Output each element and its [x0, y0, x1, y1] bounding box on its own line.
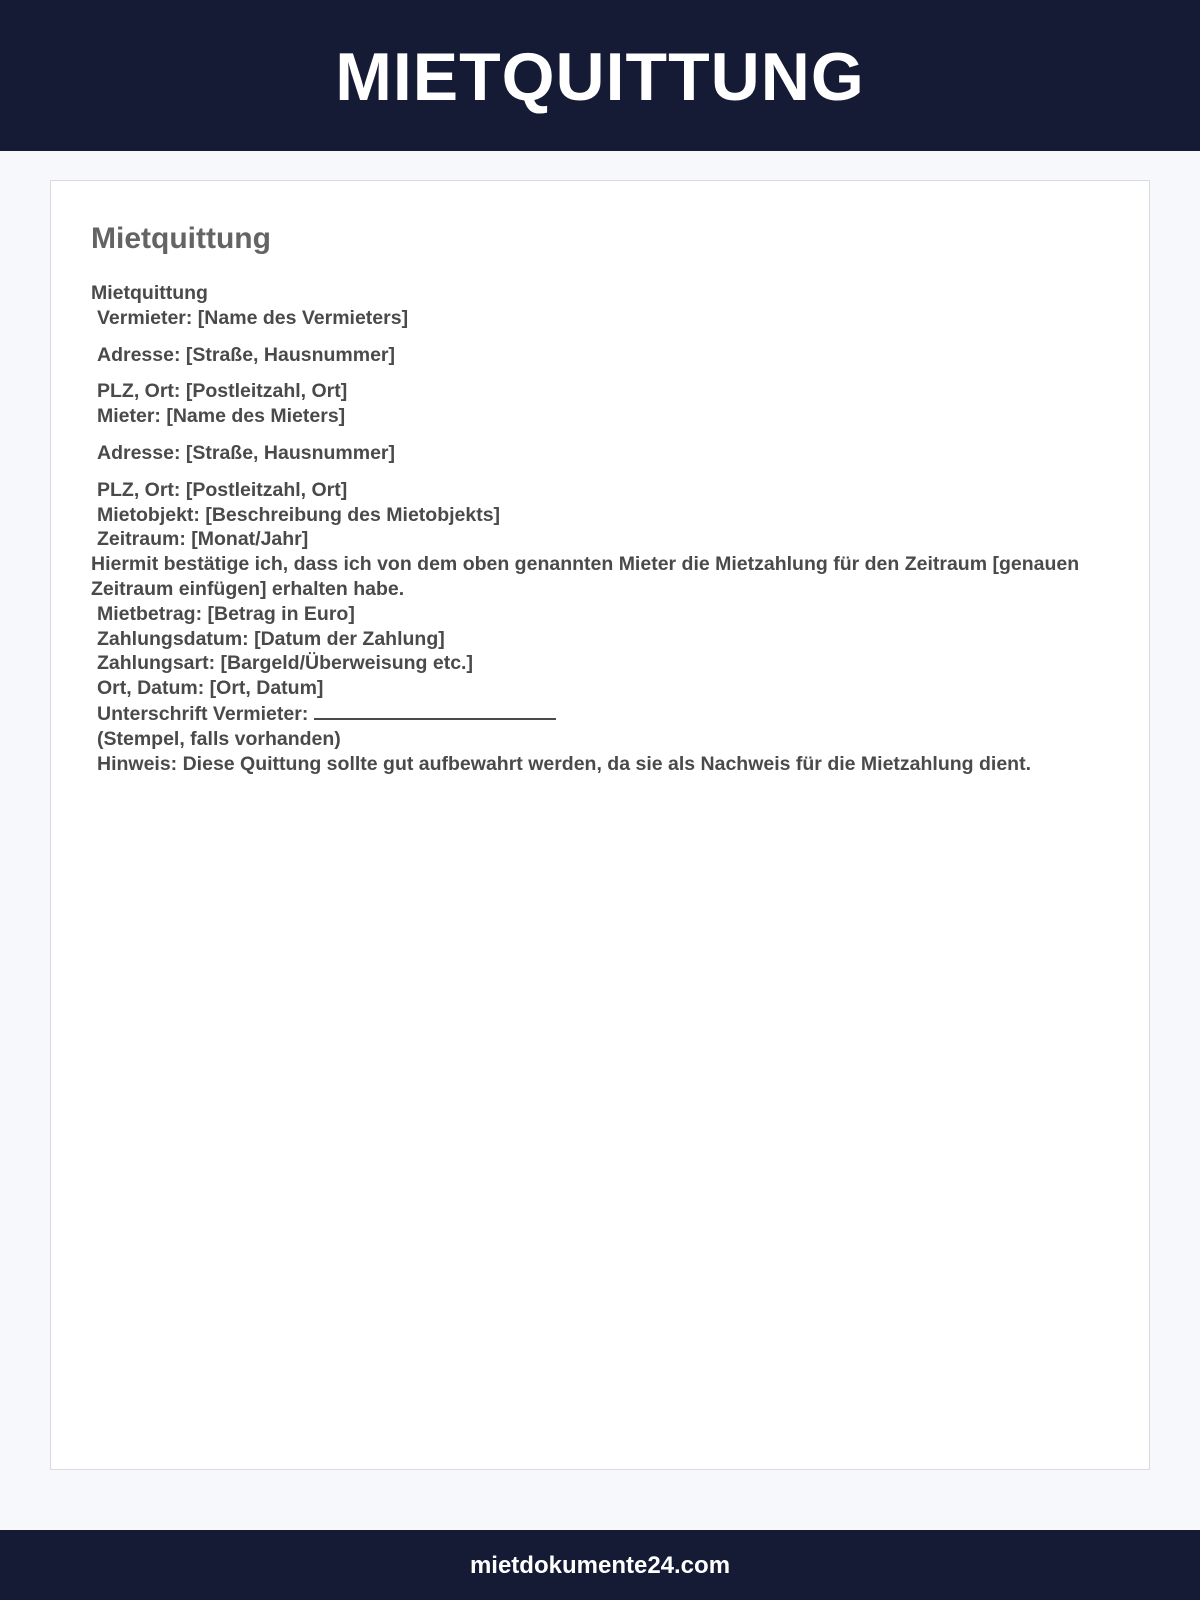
tenant-address-line: Adresse: [Straße, Hausnummer] — [97, 441, 396, 464]
confirmation-paragraph: Hiermit bestätige ich, dass ich von dem oben genannten Mieter die Mietzahlung für den Zeitraum [genauen Zeitraum einfügen] erhalten habe. — [91, 553, 1085, 600]
rental-object-line: Mietobjekt: [Beschreibung des Mietobjekts] — [97, 503, 501, 526]
payment-method-line: Zahlungsart: [Bargeld/Überweisung etc.] — [97, 652, 473, 675]
banner-title: MIETQUITTUNG — [335, 38, 865, 115]
rent-amount-line: Mietbetrag: [Betrag in Euro] — [97, 602, 355, 625]
landlord-postcode-line: PLZ, Ort: [Postleitzahl, Ort] — [97, 380, 348, 403]
landlord-name-line: Vermieter: [Name des Vermieters] — [97, 306, 409, 329]
landlord-address-line: Adresse: [Straße, Hausnummer] — [97, 343, 396, 366]
signature-blank — [314, 701, 556, 720]
document-heading: Mietquittung — [91, 222, 271, 255]
payment-date-line: Zahlungsdatum: [Datum der Zahlung] — [97, 627, 445, 650]
bottom-banner — [0, 1530, 1200, 1600]
document-card — [50, 180, 1150, 1470]
tenant-name-line: Mieter: [Name des Mieters] — [97, 405, 346, 428]
document-body — [91, 281, 1111, 776]
tenant-postcode-line: PLZ, Ort: [Postleitzahl, Ort] — [97, 478, 348, 501]
footer-domain: mietdokumente24.com — [469, 1552, 731, 1579]
period-line: Zeitraum: [Monat/Jahr] — [97, 528, 309, 551]
place-date-line: Ort, Datum: [Ort, Datum] — [97, 677, 324, 700]
note-line: Hinweis: Diese Quittung sollte gut aufbewahrt werden, da sie als Nachweis für die Mietzahlung dient. — [97, 752, 1031, 775]
signature-line — [91, 701, 1111, 727]
signature-label: Unterschrift Vermieter: — [97, 702, 309, 725]
receipt-title-line: Mietquittung — [91, 282, 208, 304]
top-banner — [0, 0, 1200, 151]
stamp-line: (Stempel, falls vorhanden) — [97, 727, 341, 750]
